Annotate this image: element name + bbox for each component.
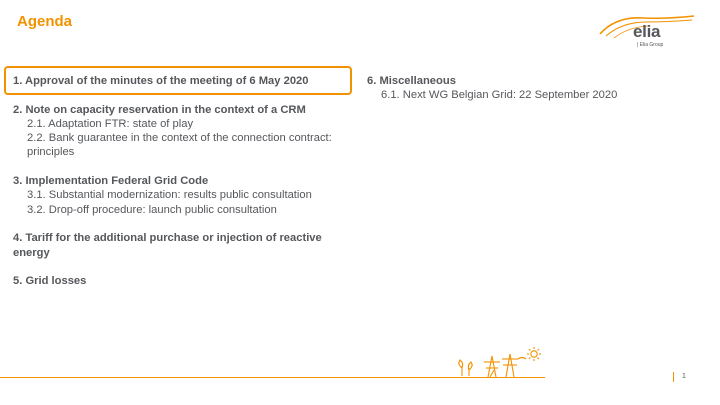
transmission-tower-icon [502,354,526,377]
sun-icon [527,347,541,361]
agenda-item-5 [13,274,358,288]
agenda-item-2 [13,103,358,160]
logo-wordmark: elia [633,22,661,41]
energy-icons-decoration [456,344,548,378]
page-number: 1 [682,373,686,380]
agenda-item-title: 5. Grid losses [13,275,87,288]
agenda-item-title: 3. Implementation Federal Grid Code [13,175,209,188]
agenda-item-title: 6. Miscellaneous [367,75,456,87]
leaf-icon [459,360,472,376]
agenda-subitem: 2.1. Adaptation FTR: state of play [27,117,194,130]
elia-logo [596,12,698,52]
agenda-subitem: 3.2. Drop-off procedure: launch public consultation [27,203,277,216]
agenda-item-6 [367,74,667,103]
agenda-subitem: 2.2. Bank guarantee in the context of the connection contract: principles [27,132,332,159]
agenda-item-4 [13,231,358,260]
logo-subtitle: | Elia Group [637,42,664,48]
agenda-item-3 [13,174,358,217]
agenda-left-column [13,74,358,303]
power-pylon-icon [484,356,500,377]
agenda-subitem: 6.1. Next WG Belgian Grid: 22 September 2020 [381,89,618,102]
page-number-divider [673,372,674,382]
agenda-item-title: 2. Note on capacity reservation in the context of a CRM [13,103,306,116]
page-title: Agenda [17,13,73,30]
agenda-item-title: 4. Tariff for the additional purchase or injection of reactive energy [13,232,322,259]
agenda-right-column [367,74,667,117]
agenda-item-1 [13,74,358,88]
agenda-subitem: 3.1. Substantial modernization: results public consultation [27,189,312,202]
agenda-item-title: 1. Approval of the minutes of the meeting of 6 May 2020 [13,75,309,87]
